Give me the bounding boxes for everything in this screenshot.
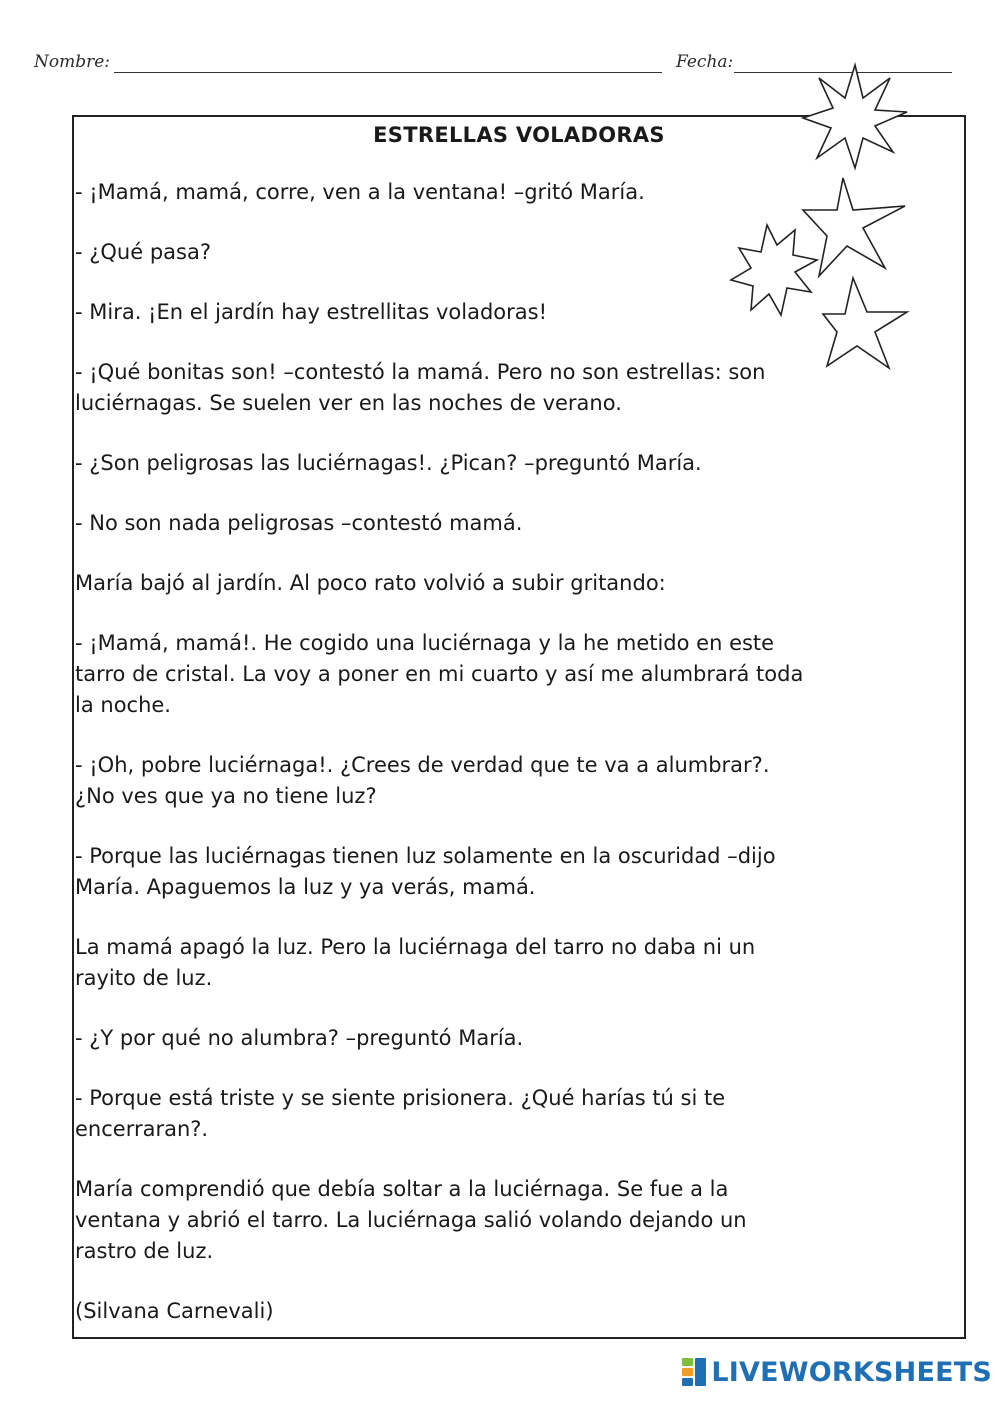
story-paragraph: (Silvana Carnevali) xyxy=(75,1299,274,1323)
story-paragraph: María bajó al jardín. Al poco rato volvió a subir gritando: xyxy=(75,571,666,595)
name-label: Nombre: xyxy=(34,52,111,72)
liveworksheets-logo[interactable] xyxy=(681,1352,992,1392)
star-icon xyxy=(731,225,817,315)
story-paragraph: - ¡Qué bonitas son! –contestó la mamá. Pero no son estrellas: son luciérnagas. Se suelen ver en las noches de verano. xyxy=(75,360,766,415)
story-paragraph: - ¿Qué pasa? xyxy=(75,240,211,264)
stars-illustration xyxy=(725,60,925,380)
date-label: Fecha: xyxy=(676,52,734,72)
story-paragraph: María comprendió que debía soltar a la luciérnaga. Se fue a la ventana y abrió el tarro. La luciérnaga salió volando dejando un rastro de luz. xyxy=(75,1177,747,1263)
logo-mark-icon xyxy=(681,1357,707,1387)
story-title: ESTRELLAS VOLADORAS xyxy=(373,123,665,147)
story-paragraph: La mamá apagó la luz. Pero la luciérnaga del tarro no daba ni un rayito de luz. xyxy=(75,935,756,990)
story-paragraph: - ¿Y por qué no alumbra? –preguntó María. xyxy=(75,1026,524,1050)
star-icon xyxy=(803,65,907,168)
star-icon xyxy=(803,178,905,276)
story-paragraph: - No son nada peligrosas –contestó mamá. xyxy=(75,511,523,535)
story-paragraph: - ¡Oh, pobre luciérnaga!. ¿Crees de verdad que te va a alumbrar?. ¿No ves que ya no tiene luz? xyxy=(75,753,770,808)
story-paragraph: - ¿Son peligrosas las luciérnagas!. ¿Pican? –preguntó María. xyxy=(75,451,702,475)
logo-text: LIVEWORKSHEETS xyxy=(711,1356,992,1388)
name-field-line[interactable] xyxy=(114,72,662,73)
story-paragraph: - ¡Mamá, mamá, corre, ven a la ventana! –gritó María. xyxy=(75,180,645,204)
star-icon xyxy=(823,278,907,368)
story-paragraph: - Mira. ¡En el jardín hay estrellitas voladoras! xyxy=(75,300,547,324)
story-paragraph: - ¡Mamá, mamá!. He cogido una luciérnaga y la he metido en este tarro de cristal. La voy a poner en mi cuarto y así me alumbrará toda la noche. xyxy=(75,631,804,717)
stars-decoration xyxy=(725,60,925,380)
story-paragraph: - Porque las luciérnagas tienen luz solamente en la oscuridad –dijo María. Apaguemos la luz y ya verás, mamá. xyxy=(75,844,776,899)
story-paragraph: - Porque está triste y se siente prisionera. ¿Qué harías tú si te encerraran?. xyxy=(75,1086,726,1141)
